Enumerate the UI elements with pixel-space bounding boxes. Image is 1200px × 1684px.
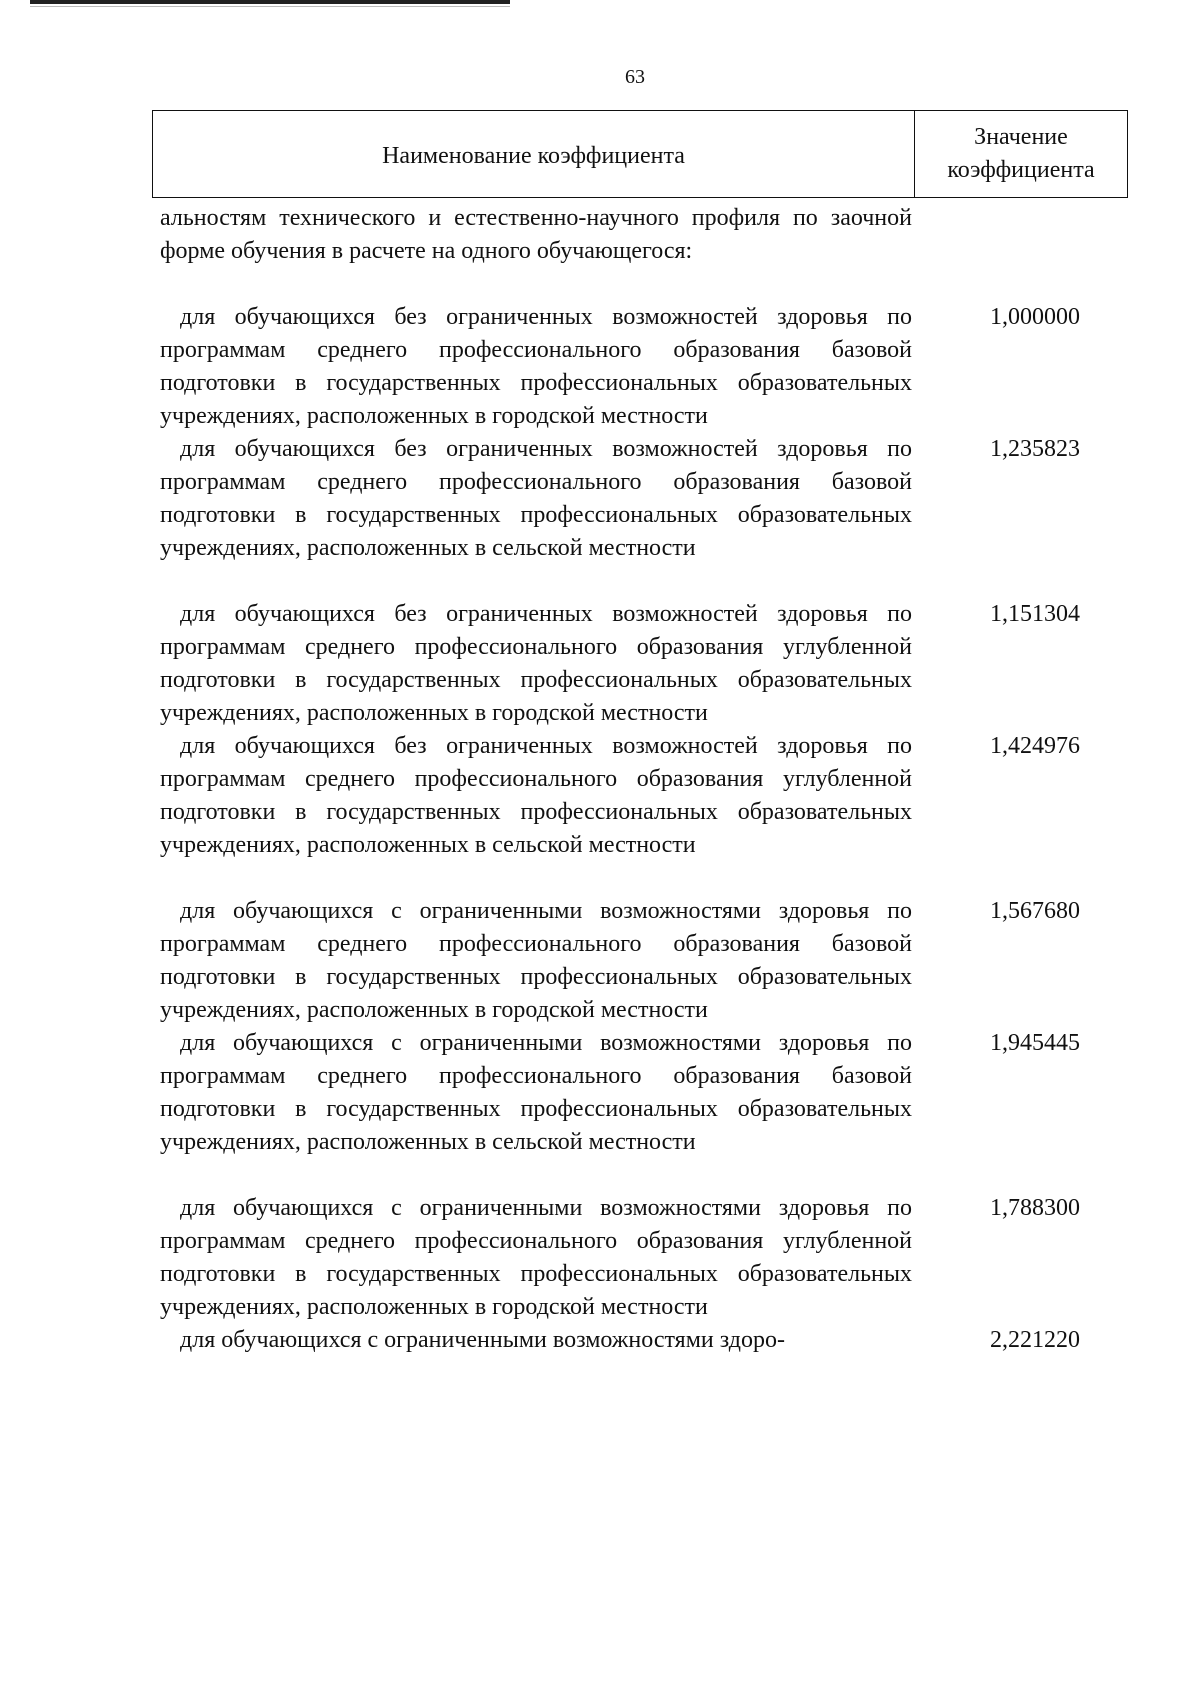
table-row [160, 1192, 1160, 1324]
table-row [160, 433, 1160, 565]
row-value: 1,151304 [990, 601, 1080, 627]
row-value: 1,235823 [990, 436, 1080, 462]
row-value: 1,567680 [990, 898, 1080, 924]
table-row [160, 895, 1160, 1027]
top-rule [30, 0, 510, 4]
row-value: 2,221220 [990, 1327, 1080, 1353]
row-text: для обучающихся с ограниченными возможностями здоровья по программам среднего профессионального образования углубленной подготовки в государственных профессиональных образовательных учреждениях, расположенных в городской местности [160, 1195, 912, 1320]
header-value-line2: коэффициента [947, 157, 1095, 183]
row-text: для обучающихся с ограниченными возможностями здоро- [180, 1327, 785, 1353]
header-name-cell: Наименование коэффициента [153, 111, 915, 197]
row-text: для обучающихся без ограниченных возможностей здоровья по программам среднего профессионального образования базовой подготовки в государственных профессиональных образовательных учреждениях, расположенных в городской местности [160, 304, 912, 429]
row-text: для обучающихся с ограниченными возможностями здоровья по программам среднего профессионального образования базовой подготовки в государственных профессиональных образовательных учреждениях, расположенных в сельской местности [160, 1030, 912, 1155]
row-text: для обучающихся без ограниченных возможностей здоровья по программам среднего профессионального образования углубленной подготовки в государственных профессиональных образовательных учреждениях, расположенных в сельской местности [160, 733, 912, 858]
top-rule-thin [30, 6, 510, 7]
intro-text: альностям технического и естественно-научного профиля по заочной форме обучения в расчете на одного обучающегося: [160, 205, 912, 264]
table-row [160, 1324, 1160, 1357]
header-value-line1: Значение [974, 124, 1068, 150]
row-text: для обучающихся с ограниченными возможностями здоровья по программам среднего профессионального образования базовой подготовки в государственных профессиональных образовательных учреждениях, расположенных в городской местности [160, 898, 912, 1023]
row-text: для обучающихся без ограниченных возможностей здоровья по программам среднего профессионального образования углубленной подготовки в государственных профессиональных образовательных учреждениях, расположенных в городской местности [160, 601, 912, 726]
row-value: 1,000000 [990, 304, 1080, 330]
row-value: 1,945445 [990, 1030, 1080, 1056]
table-row [160, 598, 1160, 730]
table-body [160, 202, 1160, 1357]
table-header [152, 110, 1128, 198]
table-row [160, 301, 1160, 433]
table-row [160, 1027, 1160, 1159]
page-number: 63 [625, 66, 645, 88]
row-text: для обучающихся без ограниченных возможностей здоровья по программам среднего профессионального образования базовой подготовки в государственных профессиональных образовательных учреждениях, расположенных в сельской местности [160, 436, 912, 561]
row-value: 1,788300 [990, 1195, 1080, 1221]
header-value-cell [915, 111, 1127, 197]
row-value: 1,424976 [990, 733, 1080, 759]
table-row [160, 730, 1160, 862]
